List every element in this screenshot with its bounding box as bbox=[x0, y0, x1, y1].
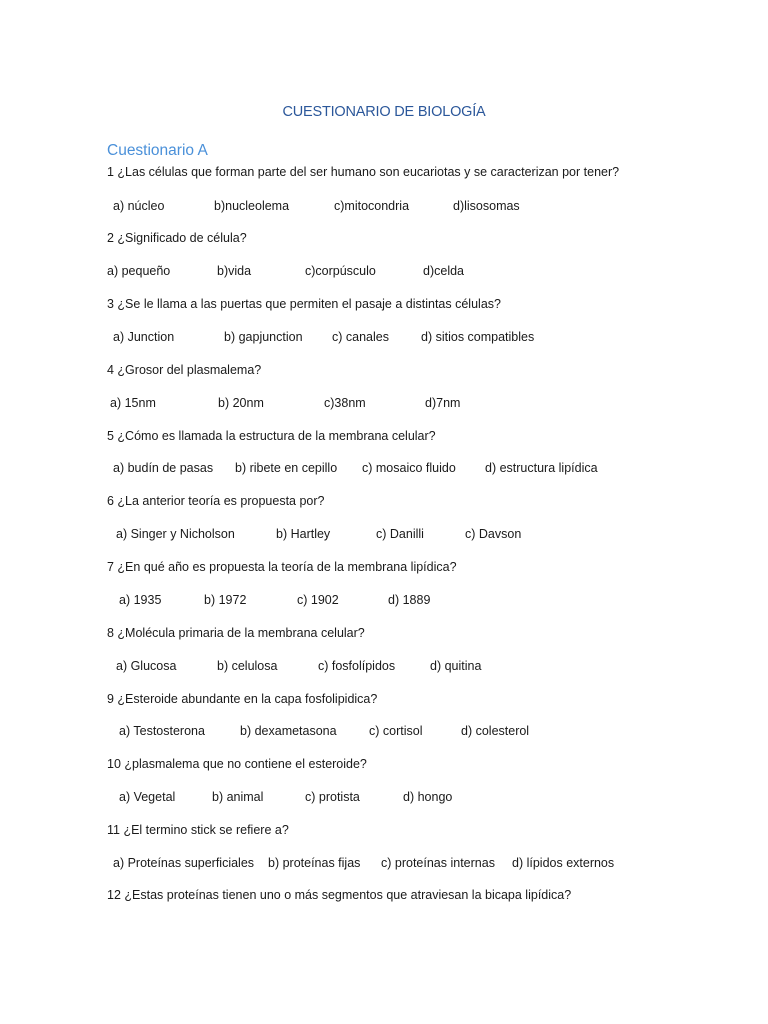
option-b: b) Hartley bbox=[276, 527, 331, 541]
options-9 bbox=[0, 724, 768, 742]
option-c: c)38nm bbox=[324, 396, 366, 410]
option-b: b)vida bbox=[217, 264, 252, 278]
question-6: 6 ¿La anterior teoría es propuesta por? bbox=[107, 494, 325, 508]
question-12: 12 ¿Estas proteínas tienen uno o más segmentos que atraviesan la bicapa lipídica? bbox=[107, 888, 572, 902]
option-a: a) Singer y Nicholson bbox=[116, 527, 235, 541]
option-d: d)lisosomas bbox=[453, 199, 520, 213]
options-11 bbox=[0, 856, 768, 874]
question-10: 10 ¿plasmalema que no contiene el esteroide? bbox=[107, 757, 367, 771]
option-b: b) celulosa bbox=[217, 659, 278, 673]
option-d: d)7nm bbox=[425, 396, 461, 410]
options-4 bbox=[0, 396, 768, 414]
option-a: a) budín de pasas bbox=[113, 461, 214, 475]
option-a: a) Testosterona bbox=[119, 724, 205, 738]
option-b: b) proteínas fijas bbox=[268, 856, 361, 870]
option-b: b) animal bbox=[212, 790, 264, 804]
question-5: 5 ¿Cómo es llamada la estructura de la membrana celular? bbox=[107, 429, 436, 443]
option-c: c) fosfolípidos bbox=[318, 659, 396, 673]
option-c: c) 1902 bbox=[297, 593, 339, 607]
option-b: b) 20nm bbox=[218, 396, 264, 410]
option-a: a) pequeño bbox=[107, 264, 171, 278]
question-4: 4 ¿Grosor del plasmalema? bbox=[107, 363, 262, 377]
option-d: d) quitina bbox=[430, 659, 482, 673]
option-b: b) gapjunction bbox=[224, 330, 303, 344]
options-2 bbox=[0, 264, 768, 282]
option-a: a) Junction bbox=[113, 330, 175, 344]
option-d: d) lípidos externos bbox=[512, 856, 615, 870]
option-d: d) hongo bbox=[403, 790, 453, 804]
options-7 bbox=[0, 593, 768, 611]
options-6 bbox=[0, 527, 768, 545]
option-c: c) canales bbox=[332, 330, 389, 344]
option-c: c) cortisol bbox=[369, 724, 423, 738]
option-c: c) mosaico fluido bbox=[362, 461, 456, 475]
option-a: a) núcleo bbox=[113, 199, 165, 213]
option-c: c) Danilli bbox=[376, 527, 424, 541]
question-7: 7 ¿En qué año es propuesta la teoría de la membrana lipídica? bbox=[107, 560, 457, 574]
option-b: b)nucleolema bbox=[214, 199, 290, 213]
options-8 bbox=[0, 659, 768, 677]
options-1 bbox=[0, 199, 768, 217]
option-a: a) Proteínas superficiales bbox=[113, 856, 255, 870]
option-b: b) dexametasona bbox=[240, 724, 337, 738]
question-1: 1 ¿Las células que forman parte del ser humano son eucariotas y se caracterizan por tener? bbox=[107, 165, 620, 179]
option-a: a) 15nm bbox=[110, 396, 156, 410]
option-d: d)celda bbox=[423, 264, 464, 278]
question-3: 3 ¿Se le llama a las puertas que permiten el pasaje a distintas células? bbox=[107, 297, 501, 311]
option-b: b) ribete en cepillo bbox=[235, 461, 338, 475]
options-5 bbox=[0, 461, 768, 479]
question-8: 8 ¿Molécula primaria de la membrana celular? bbox=[107, 626, 365, 640]
option-c: c) proteínas internas bbox=[381, 856, 495, 870]
option-d: d) colesterol bbox=[461, 724, 530, 738]
option-a: a) Glucosa bbox=[116, 659, 177, 673]
option-c: c)mitocondria bbox=[334, 199, 410, 213]
option-d: d) estructura lipídica bbox=[485, 461, 598, 475]
document-title: CUESTIONARIO DE BIOLOGÍA bbox=[282, 104, 486, 120]
option-d: d) sitios compatibles bbox=[421, 330, 535, 344]
question-11: 11 ¿El termino stick se refiere a? bbox=[107, 823, 289, 837]
option-a: a) Vegetal bbox=[119, 790, 176, 804]
option-b: b) 1972 bbox=[204, 593, 247, 607]
options-3 bbox=[0, 330, 768, 348]
option-c: c) protista bbox=[305, 790, 360, 804]
option-c: c)corpúsculo bbox=[305, 264, 376, 278]
option-a: a) 1935 bbox=[119, 593, 162, 607]
options-10 bbox=[0, 790, 768, 808]
section-heading: Cuestionario A bbox=[107, 142, 208, 159]
option-d: d) 1889 bbox=[388, 593, 431, 607]
question-2: 2 ¿Significado de célula? bbox=[107, 231, 247, 245]
option-d: c) Davson bbox=[465, 527, 522, 541]
question-9: 9 ¿Esteroide abundante en la capa fosfolipidica? bbox=[107, 692, 378, 706]
